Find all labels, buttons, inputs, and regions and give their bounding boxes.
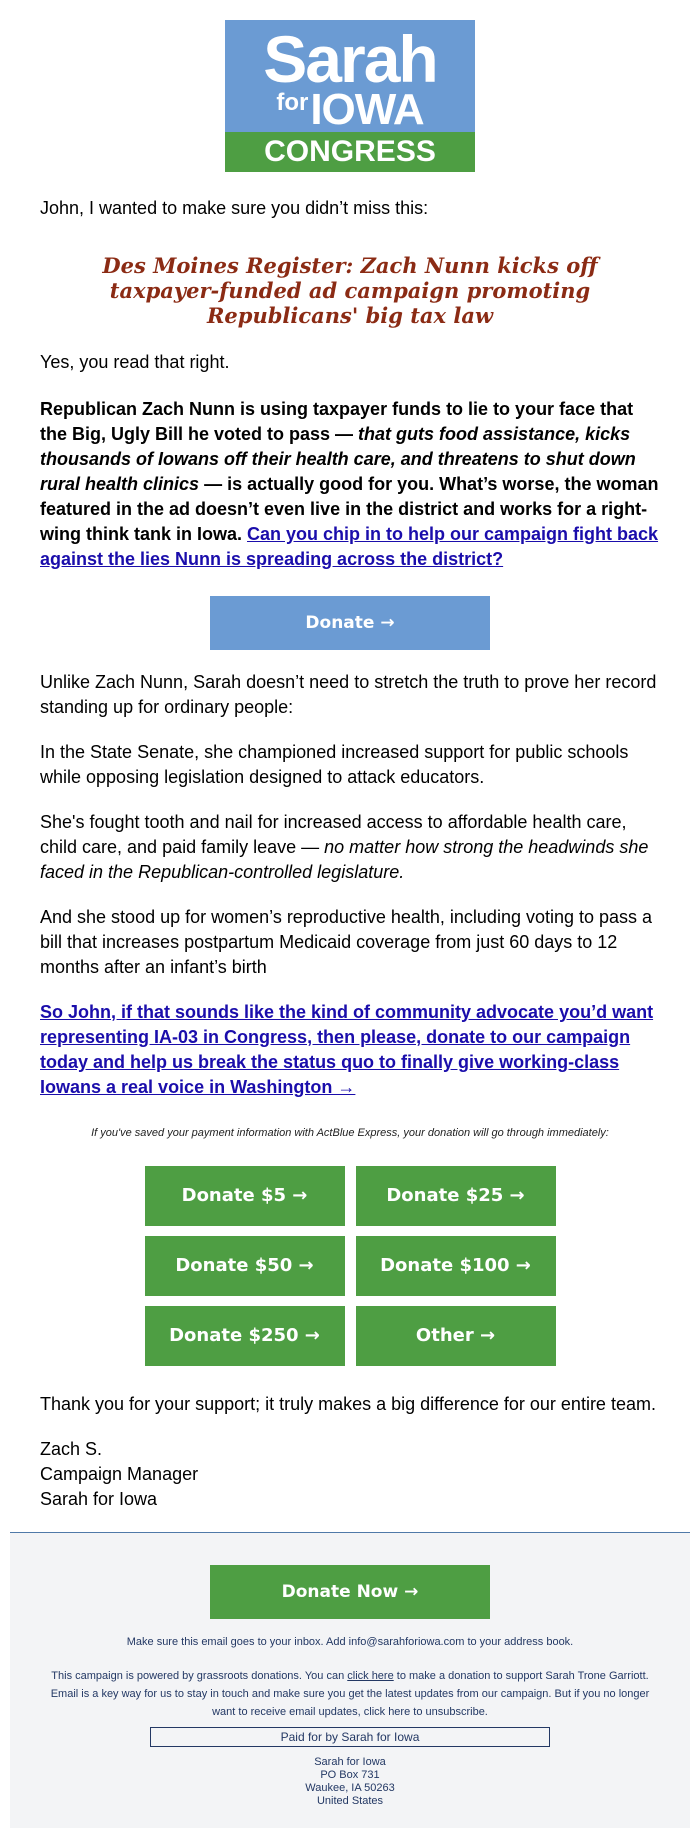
signature: [40, 1437, 660, 1512]
cta-donate-link[interactable]: So John, if that sounds like the kind of community advocate you’d want representing IA-03 in Congress, then please, donate to our campaign today and help us break the status quo to finally give working-class Iowans a real voice in Washington →: [40, 1002, 654, 1097]
logo-sarah: Sarah: [263, 22, 437, 96]
chip-in-link[interactable]: Can you chip in to help our campaign fight back against the lies Nunn is spreading across the district?: [40, 524, 659, 569]
donate-click-here-link[interactable]: click here: [347, 1670, 394, 1682]
email-page: [0, 20, 700, 1828]
main-text-2: — is actually good for you. What’s worse, the woman featured in the ad doesn’t even live in the district and works for a right-wing think tank in Iowa.: [40, 474, 659, 544]
donate-now-button[interactable]: Donate Now →: [210, 1565, 490, 1619]
logo-for: for: [276, 89, 309, 116]
address-line: Sarah for Iowa: [314, 1756, 386, 1768]
inbox-note: Make sure this email goes to your inbox. Add info@sarahforiowa.com to your address book.: [126, 1636, 574, 1648]
powered-text-2: to make a donation to support Sarah Trone Garriott. Email is a key way for us to stay in touch and make sure you get the latest updates from our campaign. But if you no longer want to receive email updates,: [50, 1670, 650, 1718]
greeting: John, I wanted to make sure you didn’t miss this:: [40, 198, 429, 218]
donate-25-button[interactable]: Donate $25 →: [356, 1166, 556, 1226]
address-line: PO Box 731: [320, 1769, 380, 1781]
fought-text-italic: no matter how strong the headwinds she faced in the Republican-controlled legislature.: [40, 837, 649, 882]
cta-paragraph: [40, 1000, 660, 1100]
logo-congress: CONGRESS: [225, 132, 475, 172]
email-body: [0, 196, 700, 1512]
address-line: United States: [316, 1795, 384, 1807]
fought-paragraph: [40, 810, 660, 885]
powered-text-1: This campaign is powered by grassroots donations. You can: [51, 1670, 348, 1682]
donate-other-button[interactable]: Other →: [356, 1306, 556, 1366]
donate-button[interactable]: Donate →: [210, 596, 490, 650]
main-text-1: Republican Zach Nunn is using taxpayer funds to lie to your face that the Big, Ugly Bill he voted to pass —: [40, 399, 634, 444]
donate-250-button[interactable]: Donate $250 →: [145, 1306, 345, 1366]
senate-paragraph: In the State Senate, she championed increased support for public schools while opposing legislation designed to attack educators.: [40, 742, 629, 787]
main-paragraph: [40, 397, 660, 572]
unlike-paragraph: Unlike Zach Nunn, Sarah doesn’t need to stretch the truth to prove her record standing up for ordinary people:: [40, 672, 657, 717]
headline: Des Moines Register: Zach Nunn kicks off taxpayer-funded ad campaign promoting Republicans' big tax law: [102, 253, 598, 328]
paid-for-disclaimer: Paid for by Sarah for Iowa: [150, 1727, 550, 1747]
donation-amount-grid: [145, 1166, 556, 1366]
signature-name: Zach S.: [40, 1439, 103, 1459]
address-line: Waukee, IA 50263: [305, 1782, 395, 1794]
signature-org: Sarah for Iowa: [40, 1489, 158, 1509]
campaign-logo: [225, 20, 475, 172]
donate-5-button[interactable]: Donate $5 →: [145, 1166, 345, 1226]
reproductive-paragraph: And she stood up for women’s reproductive health, including voting to pass a bill that increases postpartum Medicaid coverage from just 60 days to 12 months after an infant’s birth: [40, 907, 653, 977]
read-that-line: Yes, you read that right.: [40, 352, 230, 372]
donate-50-button[interactable]: Donate $50 →: [145, 1236, 345, 1296]
donate-100-button[interactable]: Donate $100 →: [356, 1236, 556, 1296]
signature-title: Campaign Manager: [40, 1464, 199, 1484]
thanks-paragraph: Thank you for your support; it truly makes a big difference for our entire team.: [40, 1394, 656, 1414]
logo-iowa: IOWA: [310, 85, 424, 134]
logo-name-block: [225, 20, 475, 132]
mailing-address: [10, 1756, 690, 1808]
actblue-note: If you've saved your payment information with ActBlue Express, your donation will go through immediately:: [91, 1127, 609, 1139]
powered-by-paragraph: [10, 1667, 690, 1721]
main-text-italic: that guts food assistance, kicks thousands of Iowans off their health care, and threatens to shut down rural health clinics: [40, 424, 636, 494]
email-footer: [10, 1532, 690, 1828]
unsubscribe-link[interactable]: click here to unsubscribe.: [363, 1706, 488, 1718]
logo-for-iowa: [225, 85, 475, 134]
fought-text: She's fought tooth and nail for increased access to affordable health care, child care, and paid family leave —: [40, 812, 627, 857]
